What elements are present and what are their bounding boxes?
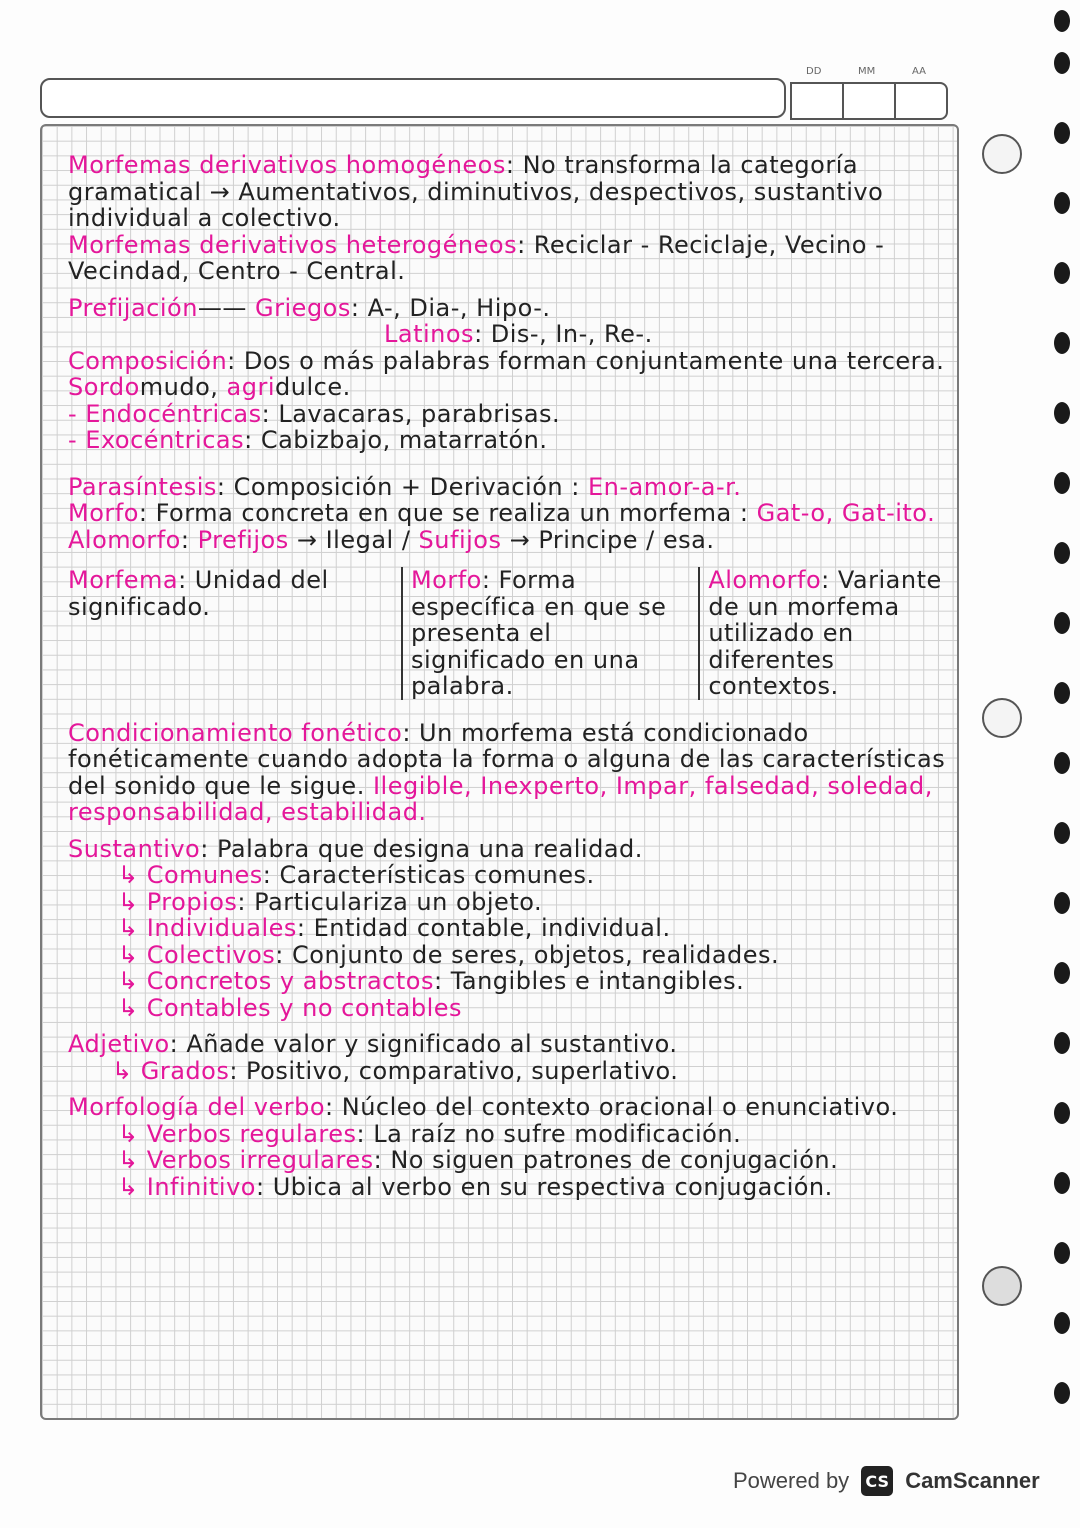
note-morfologia-verbo: Morfología del verbo: Núcleo del contexto oracional o enunciativo.	[68, 1093, 899, 1121]
list-item: ↳ Verbos regulares: La raíz no sufre modificación.	[118, 1119, 742, 1148]
note-adjetivo: Adjetivo: Añade valor y significado al sustantivo.	[68, 1030, 678, 1058]
note-endocentricas: - Endocéntricas: Lavacaras, parabrisas.	[68, 399, 561, 428]
binder-ring	[982, 698, 1022, 738]
note-condicionamiento: Condicionamiento fonético: Un morfema está condicionado fonéticamente cuando adopta la forma o alguna de las características del sonido que le sigue. Ilegible, Inexperto, Impar, falsedad, soledad, responsabilidad, estabilidad.	[68, 718, 946, 826]
list-item: ↳ Propios: Particulariza un objeto.	[118, 887, 543, 916]
date-box-month	[842, 82, 896, 120]
date-box-day	[790, 82, 844, 120]
notes-content	[68, 152, 948, 1200]
note-parasintesis: Parasíntesis: Composición + Derivación : En-amor-a-r.	[68, 472, 742, 501]
note-exocentricas: - Exocéntricas: Cabizbajo, matarratón.	[68, 426, 548, 454]
date-label-day: DD	[806, 66, 822, 77]
note-morfo: Morfo: Forma concreta en que se realiza un morfema : Gat-o, Gat-ito.	[68, 499, 936, 527]
note-alomorfo: Alomorfo: Prefijos → Ilegal / Sufijos → Principe / esa.	[68, 525, 715, 554]
list-item: ↳ Individuales: Entidad contable, individual.	[118, 914, 671, 942]
scanner-watermark	[733, 1466, 1040, 1496]
powered-by-text: Powered by	[733, 1468, 850, 1493]
note-composicion: Composición: Dos o más palabras forman conjuntamente una tercera. Sordomudo, agridulce.	[68, 346, 945, 401]
def-morfo: Morfo: Forma específica en que se presenta el significado en una palabra.	[401, 567, 684, 700]
date-box-year	[894, 82, 948, 120]
list-item: ↳ Verbos irregulares: No siguen patrones de conjugación.	[118, 1146, 839, 1174]
binder-ring	[982, 1266, 1022, 1306]
camscanner-brand: CamScanner	[905, 1468, 1040, 1493]
def-alomorfo: Alomorfo: Variante de un morfema utilizado en diferentes contextos.	[698, 567, 948, 700]
note-adjetivo-grados: ↳ Grados: Positivo, comparativo, superlativo.	[112, 1056, 679, 1085]
list-item: ↳ Infinitivo: Ubica al verbo en su respectiva conjugación.	[118, 1172, 833, 1201]
note-prefijos-latinos: Latinos: Dis-, In-, Re-.	[384, 320, 653, 348]
note-sustantivo: Sustantivo: Palabra que designa una realidad.	[68, 834, 643, 863]
list-item: ↳ Contables y no contables	[118, 993, 463, 1022]
date-label-month: MM	[858, 66, 876, 77]
list-item: ↳ Comunes: Características comunes.	[118, 861, 595, 889]
note-prefijacion: Prefijación—— Griegos: A-, Dia-, Hipo-.	[68, 293, 551, 322]
title-field	[40, 78, 786, 118]
binder-ring	[982, 134, 1022, 174]
note-morfemas-heterogeneos: Morfemas derivativos heterogéneos: Reciclar - Reciclaje, Vecino - Vecindad, Centro - Central.	[68, 230, 885, 285]
def-morfema: Morfema: Unidad del significado.	[68, 566, 329, 621]
date-label-year: AA	[912, 66, 926, 77]
binder-holes	[1040, 10, 1074, 1460]
note-morfemas-homogeneos: Morfemas derivativos homogéneos: No transforma la categoría gramatical → Aumentativos, diminutivos, despectivos, sustantivo individual a colectivo.	[68, 151, 884, 232]
camscanner-icon: CS	[861, 1466, 893, 1496]
definitions-columns	[68, 567, 948, 700]
list-item: ↳ Colectivos: Conjunto de seres, objetos, realidades.	[118, 940, 780, 969]
list-item: ↳ Concretos y abstractos: Tangibles e intangibles.	[118, 967, 745, 995]
